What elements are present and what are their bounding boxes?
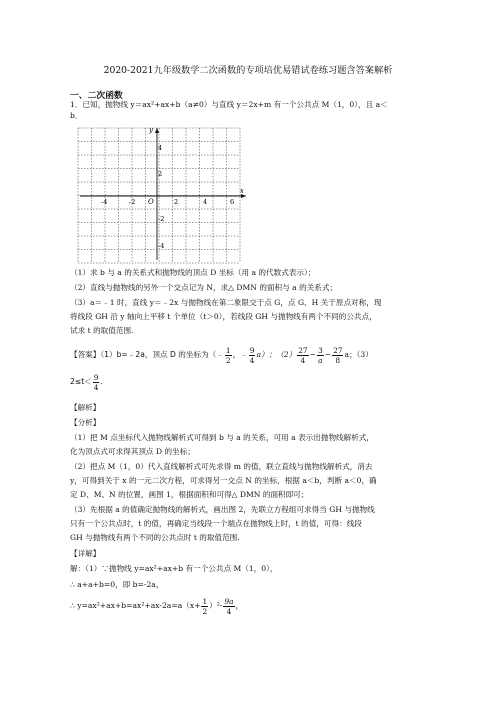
y-tick-label: 4: [158, 144, 163, 152]
answer-line-1: [70, 345, 373, 365]
x-axis-label: x: [240, 187, 244, 195]
solution-line-2: ∴ a+a+b=0，即 b=-2a，: [70, 580, 164, 589]
fraction: $\frac{9}{4}$: [249, 345, 255, 365]
y-tick-label: -2: [158, 215, 165, 223]
solution-part: ，: [235, 601, 244, 610]
document-title: 2020-2021九年级数学二次函数的专项培优易错试卷练习题含答案解析: [103, 65, 393, 76]
fenxi-line: y，可得到关于 x 的一元二次方程，可求得另一交点 N 的坐标，根据 a＜b，判断 a＜0，确: [70, 476, 377, 485]
y-tick-label: 2: [158, 170, 163, 178]
x-tick-label: 6: [230, 198, 235, 206]
solution-line-1: 解：（1）∵抛物线 y=ax²+ax+b 有一个公共点 M（1，0），: [70, 564, 278, 573]
x-tick-label: -4: [101, 198, 108, 206]
fraction: $\frac{27}{8}$: [333, 345, 343, 365]
fenxi-tag: 【分析】: [70, 418, 101, 427]
question-3-line-1: （3）a＝﹣1 时，直线 y＝﹣2x 与抛物线在第二象限交于点 G，点 G、H 关于原点对称，现: [70, 298, 382, 307]
y-tick-label: -4: [158, 242, 165, 250]
answer-part-6: .: [100, 377, 103, 386]
question-1: （1）求 b 与 a 的关系式和抛物线的顶点 D 坐标（用 a 的代数式表示）；: [70, 268, 316, 277]
solution-line-3: [70, 596, 243, 616]
answer-line-2: [70, 372, 103, 392]
question-3-line-3: 试求 t 的取值范围.: [70, 326, 134, 335]
x-tick-label: 2: [174, 198, 179, 206]
y-axis-arrow-icon: [155, 128, 159, 133]
fenxi-line: GH 与抛物线有两个不同的公共点时 t 的取值范围.: [70, 533, 240, 542]
fraction: $\frac{9}{4}$: [93, 372, 99, 392]
coordinate-graph: [74, 124, 250, 264]
answer-part-4: a；（3）: [344, 350, 373, 359]
solution-part: ∴ y=ax²+ax+b=ax²+ax-2a=a（x+: [70, 601, 201, 610]
fenxi-line: （3）先根据 a 的值确定抛物线的解析式，画出图 2，先联立方程组可求得当 GH 与抛物线: [70, 505, 375, 514]
fraction: $\frac{27}{4}$: [298, 345, 308, 365]
x-tick-label: -2: [129, 198, 136, 206]
answer-part-2: ，﹣: [232, 350, 248, 359]
fenxi-line: （2）把点 M（1，0）代入直线解析式可先求得 m 的值，联立直线与抛物线解析式，消去: [70, 462, 373, 471]
fraction: $\frac{1}{2}$: [202, 596, 208, 616]
x-tick-label: 4: [203, 198, 208, 206]
question-2: （2）直线与抛物线的另外一个交点记为 N，求△ DMN 的面积与 a 的关系式；: [70, 283, 338, 292]
solution-part: ）²-: [209, 601, 223, 610]
answer-part-5: 2≤t＜: [70, 377, 92, 386]
problem-line-1: 1．已知，抛物线 y＝ax²+ax+b（a≠0）与直线 y＝2x+m 有一个公共点 M（1，0），且 a＜: [70, 100, 388, 109]
problem-line-2: b．: [70, 111, 83, 120]
fraction: $\frac{1}{2}$: [225, 345, 231, 365]
question-3-line-2: 将线段 GH 沿 y 轴向上平移 t 个单位（t＞0），若线段 GH 与抛物线有两个不同的公共点，: [70, 312, 377, 321]
fenxi-line: （1）把 M 点坐标代入抛物线解析式可得到 b 与 a 的关系，可用 a 表示出抛物线解析式，: [70, 433, 375, 442]
fenxi-line: 化为顶点式可求得其顶点 D 的坐标；: [70, 447, 195, 456]
minus-sign: −: [324, 350, 332, 359]
origin-label: O: [148, 198, 154, 206]
minus-sign: −: [309, 350, 316, 359]
section-heading: 一、二次函数: [70, 91, 123, 101]
fraction: $\frac{9a}{4}$: [224, 596, 234, 616]
answer-part-3: a）；（2）: [256, 350, 297, 359]
xiangjie-tag: 【详解】: [70, 549, 101, 558]
answer-part-1: （1）b=﹣2a，顶点 D 的坐标为（﹣: [100, 350, 224, 359]
y-axis-label: y: [149, 126, 153, 134]
analysis-tag: 【解析】: [70, 403, 101, 412]
fenxi-line: 定 D、M、N 的位置，画图 1，根据面积和可得△ DMN 的面积即可；: [70, 490, 309, 499]
fenxi-line: 只有一个公共点时，t 的值，再确定当线段一个端点在抛物线上时，t 的值，可得：线段: [70, 519, 362, 528]
fraction: $\frac{3}{a}$: [317, 345, 323, 365]
answer-tag: 【答案】: [70, 350, 101, 359]
